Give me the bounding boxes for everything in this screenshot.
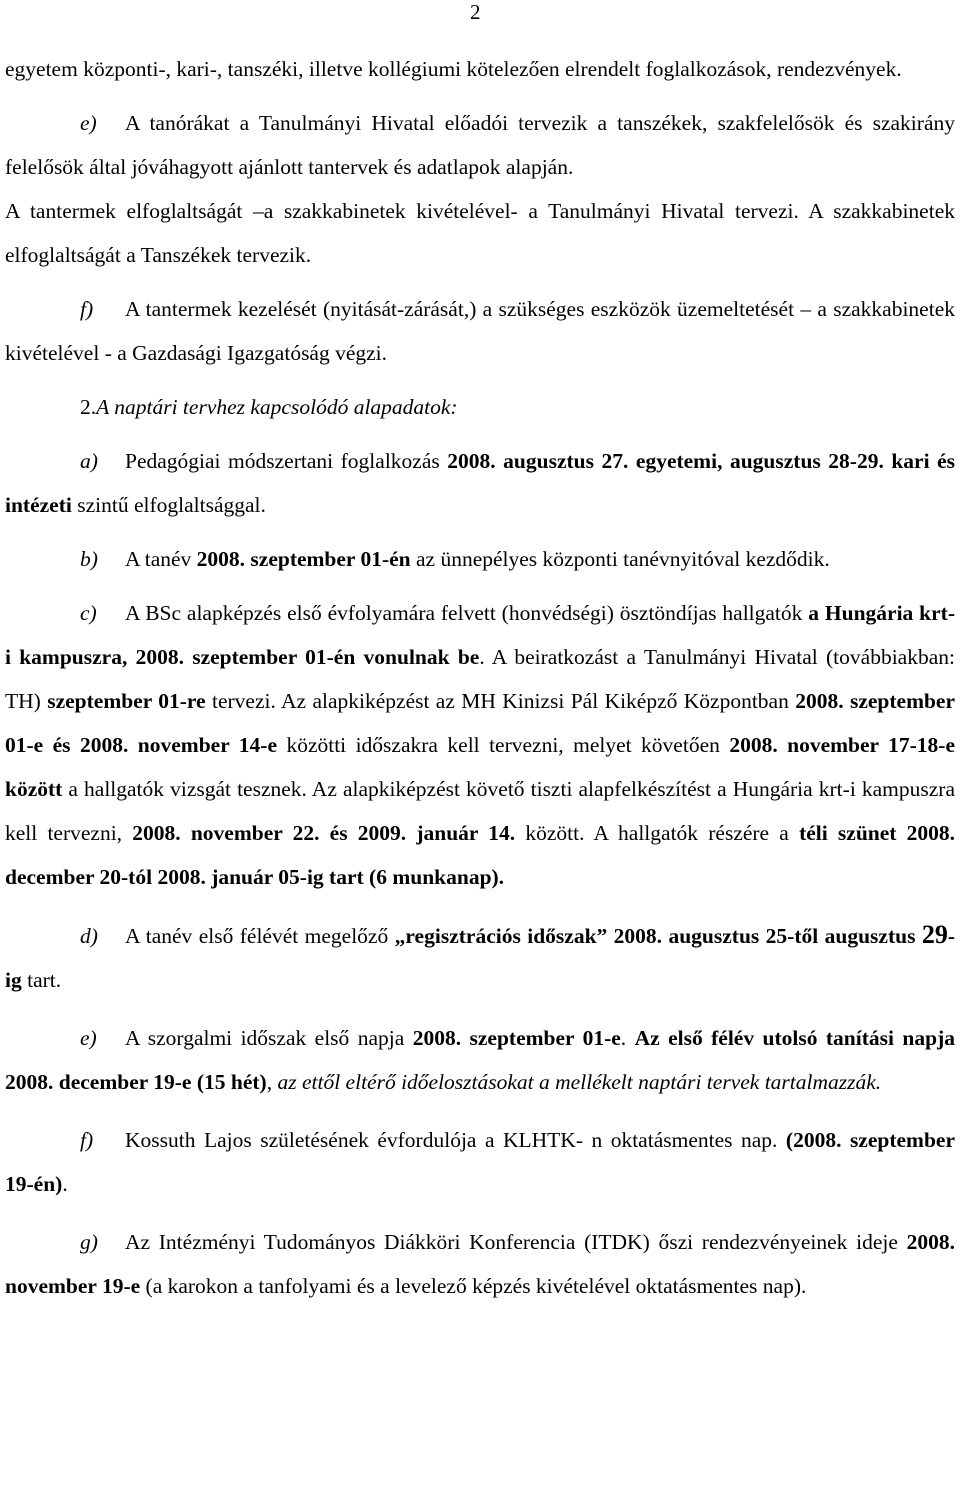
item-bold-text: 2008. augusztus 27. egyetemi, augusztus 28-29. kari és intézeti bbox=[5, 449, 955, 517]
item-label: d) bbox=[80, 924, 98, 948]
item-bold-text: 2008. november 19-e bbox=[5, 1230, 955, 1298]
item-text: a hallgatók vizsgát tesznek. Az alapkiképzést követő tiszti alapfelkészítést a Hungária krt-i kampuszra kell tervezni, bbox=[5, 777, 955, 845]
item-bold-text: szeptember 01-re bbox=[47, 689, 206, 713]
item-bold-text: 2008. szeptember 01-e és 2008. november 14-e bbox=[5, 689, 956, 757]
intro-paragraph: egyetem központi-, kari-, tanszéki, illetve kollégiumi kötelezően elrendelt foglalkozások, rendezvények. bbox=[5, 57, 902, 81]
item-c bbox=[5, 591, 955, 899]
item-label: c) bbox=[80, 601, 97, 625]
item-e1 bbox=[5, 101, 955, 189]
item-bold-text: Az első félév utolsó tanítási napja 2008. december 19-e (15 hét) bbox=[5, 1026, 955, 1094]
item-bold-text: 2008. szeptember 01-e bbox=[412, 1026, 621, 1050]
item-bold-text: 2008. szeptember 01-én bbox=[196, 547, 411, 571]
item-e2 bbox=[5, 1016, 955, 1104]
item-f1 bbox=[5, 287, 955, 375]
tantermek-paragraph: A tantermek elfoglaltságát –a szakkabinetek kivételével- a Tanulmányi Hivatal tervezi. A szakkabinetek elfoglaltságát a Tanszékek tervezik. bbox=[5, 199, 955, 267]
section-title: A naptári tervhez kapcsolódó alapadatok: bbox=[96, 395, 458, 419]
item-text: közötti időszakra kell tervezni, melyet követően bbox=[286, 733, 720, 757]
item-text: A szorgalmi időszak első napja bbox=[125, 1026, 405, 1050]
item-text: A tantermek kezelését (nyitását-zárását,) a szükséges eszközök üzemeltetését – a szakkabinetek kivételével - a Gazdasági Igazgatóság végzi. bbox=[5, 297, 955, 365]
item-a bbox=[5, 439, 955, 527]
item-label: e) bbox=[80, 1026, 97, 1050]
item-bold-text: (2008. szeptember 19-én) bbox=[5, 1128, 956, 1196]
item-text: Kossuth Lajos születésének évfordulója a KLHTK- n oktatásmentes nap. bbox=[125, 1128, 778, 1152]
item-text: Pedagógiai módszertani foglalkozás bbox=[125, 449, 440, 473]
item-text: az ünnepélyes központi tanévnyitóval kezdődik. bbox=[416, 547, 830, 571]
document-body bbox=[5, 47, 955, 1308]
item-text: (a karokon a tanfolyami és a levelező képzés kivételével oktatásmentes nap). bbox=[145, 1274, 807, 1298]
page-number: 2 bbox=[470, 0, 481, 24]
item-bold-large-text: 29 bbox=[921, 920, 948, 949]
item-text: . A beiratkozást a Tanulmányi Hivatal (továbbiakban: TH) bbox=[5, 645, 955, 713]
item-text: Az Intézményi Tudományos Diákköri Konferencia (ITDK) őszi rendezvényeinek ideje bbox=[125, 1230, 898, 1254]
item-text: . bbox=[62, 1172, 68, 1196]
item-label: b) bbox=[80, 547, 98, 571]
item-text: szintű elfoglaltsággal. bbox=[77, 493, 266, 517]
item-b bbox=[5, 537, 955, 581]
section-2-heading bbox=[5, 385, 955, 429]
item-bold-text: 2008. november 17-18-e között bbox=[5, 733, 955, 801]
item-text: , bbox=[266, 1070, 273, 1094]
item-bold-text: a Hungária krt-i kampuszra, 2008. szeptember 01-én vonulnak be bbox=[5, 601, 955, 669]
item-bold-text: -ig bbox=[5, 924, 956, 992]
item-label: a) bbox=[80, 449, 98, 473]
item-label: f) bbox=[80, 1128, 94, 1152]
item-d bbox=[5, 913, 955, 1002]
item-text: A tanév első félévét megelőző bbox=[125, 924, 389, 948]
item-text: A tanórákat a Tanulmányi Hivatal előadói tervezik a tanszékek, szakfelelősök és szakirány felelősök által jóváhagyott ajánlott tantervek és adatlapok alapján. bbox=[5, 111, 955, 179]
item-bold-text: 2008. november 22. és 2009. január 14. bbox=[132, 821, 516, 845]
item-label: g) bbox=[80, 1230, 98, 1254]
item-g bbox=[5, 1220, 955, 1308]
item-text: tart. bbox=[27, 968, 62, 992]
item-f2 bbox=[5, 1118, 955, 1206]
item-italic-text: az ettől eltérő időelosztásokat a mellékelt naptári tervek tartalmazzák. bbox=[277, 1070, 882, 1094]
item-text: tervezi. Az alapkiképzést az MH Kinizsi Pál Kiképző Központban bbox=[211, 689, 789, 713]
item-text: között. A hallgatók részére a bbox=[525, 821, 789, 845]
item-label: f) bbox=[80, 297, 94, 321]
item-bold-text: téli szünet 2008. december 20-tól 2008. január 05-ig tart (6 munkanap). bbox=[5, 821, 956, 889]
item-label: e) bbox=[80, 111, 97, 135]
item-text: A tanév bbox=[125, 547, 192, 571]
item-text: A BSc alapképzés első évfolyamára felvett (honvédségi) ösztöndíjas hallgatók bbox=[125, 601, 803, 625]
item-bold-text: „regisztrációs időszak” 2008. augusztus 25-től augusztus bbox=[394, 924, 916, 948]
item-text: . bbox=[620, 1026, 627, 1050]
section-number: 2. bbox=[80, 395, 97, 419]
